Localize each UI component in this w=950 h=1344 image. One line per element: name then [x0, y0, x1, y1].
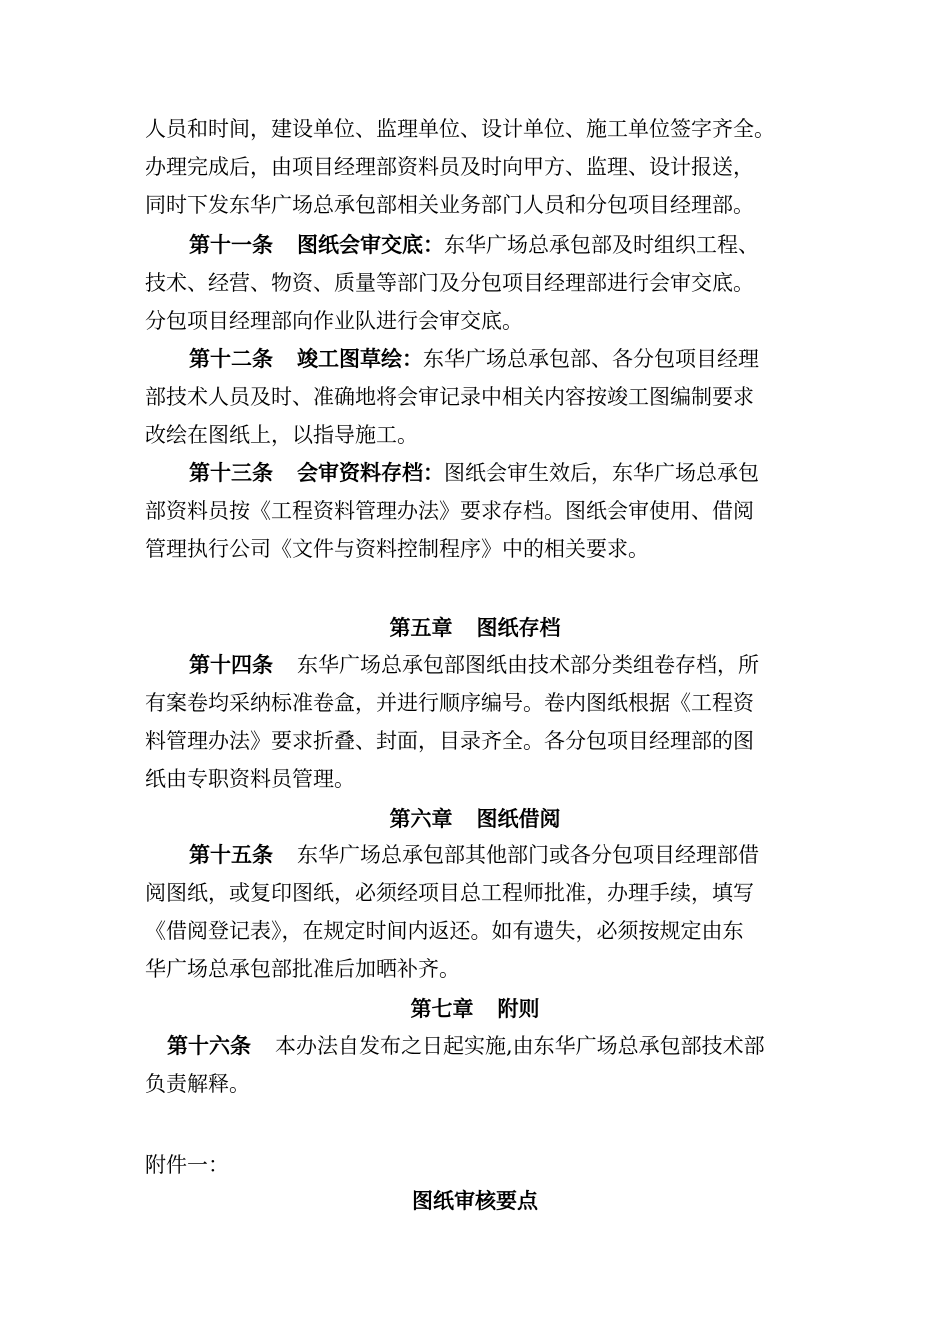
paragraph-line: 华广场总承包部批准后加晒补齐。 [145, 957, 460, 981]
chapter-number: 第五章 [389, 615, 453, 640]
article-11-first-line [145, 226, 759, 264]
paragraph-line: 有案卷均采纳标准卷盒，并进行顺序编号。卷内图纸根据《工程资 [145, 691, 754, 715]
article-text: 本办法自发布之日起实施,由东华广场总承包部技术部 [275, 1034, 765, 1058]
article-heading: 会审资料存档： [297, 460, 444, 485]
chapter-title: 图纸存档 [476, 615, 561, 640]
article-14-first-line [145, 646, 759, 684]
paragraph-line: 《借阅登记表》，在规定时间内返还。如有遗失，必须按规定由东 [145, 919, 744, 943]
paragraph-line: 负责解释。 [145, 1072, 250, 1096]
paragraph-line: 阅图纸，或复印图纸，必须经项目总工程师批准，办理手续，填写 [145, 881, 754, 905]
paragraph-line: 改绘在图纸上，以指导施工。 [145, 423, 418, 447]
article-16-first-line [145, 1027, 765, 1065]
article-12-first-line [145, 340, 759, 378]
chapter-number: 第七章 [410, 996, 474, 1021]
article-label: 第十二条 [189, 346, 273, 371]
article-label: 第十一条 [189, 232, 273, 257]
article-15-first-line [145, 836, 759, 874]
paragraph-line: 纸由专职资料员管理。 [145, 767, 355, 791]
paragraph-line: 管理执行公司《文件与资料控制程序》中的相关要求。 [145, 537, 649, 561]
paragraph-line: 料管理办法》要求折叠、封面，目录齐全。各分包项目经理部的图 [145, 729, 754, 753]
paragraph-line: 办理完成后，由项目经理部资料员及时向甲方、监理、设计报送， [145, 155, 754, 179]
article-text: 东华广场总承包部图纸由技术部分类组卷存档，所 [297, 653, 759, 677]
article-text: 图纸会审生效后，东华广场总承包 [444, 461, 759, 485]
attachment-title: 图纸审核要点 [412, 1188, 538, 1213]
article-label: 第十五条 [189, 842, 273, 867]
article-label: 第十四条 [189, 652, 273, 677]
paragraph-line: 部技术人员及时、准确地将会审记录中相关内容按竣工图编制要求 [145, 385, 754, 409]
chapter-7-heading [0, 993, 950, 1023]
chapter-5-heading [0, 612, 950, 642]
article-label: 第十六条 [167, 1033, 251, 1058]
paragraph-line: 技术、经营、物资、质量等部门及分包项目经理部进行会审交底。 [145, 271, 754, 295]
article-heading: 图纸会审交底： [297, 232, 444, 257]
paragraph-line: 分包项目经理部向作业队进行会审交底。 [145, 309, 523, 333]
article-text: 东华广场总承包部及时组织工程、 [444, 233, 759, 257]
article-label: 第十三条 [189, 460, 273, 485]
paragraph-line: 人员和时间，建设单位、监理单位、设计单位、施工单位签字齐全。 [145, 117, 775, 141]
article-text: 东华广场总承包部、各分包项目经理 [423, 347, 759, 371]
chapter-title: 图纸借阅 [476, 806, 561, 831]
article-text: 东华广场总承包部其他部门或各分包项目经理部借 [297, 843, 759, 867]
attachment-label: 附件一： [145, 1153, 229, 1177]
chapter-number: 第六章 [389, 806, 453, 831]
article-13-first-line [145, 454, 759, 492]
chapter-title: 附则 [497, 996, 540, 1021]
paragraph-line: 同时下发东华广场总承包部相关业务部门人员和分包项目经理部。 [145, 193, 754, 217]
chapter-6-heading [0, 803, 950, 833]
paragraph-line: 部资料员按《工程资料管理办法》要求存档。图纸会审使用、借阅 [145, 499, 754, 523]
article-heading: 竣工图草绘： [297, 346, 423, 371]
